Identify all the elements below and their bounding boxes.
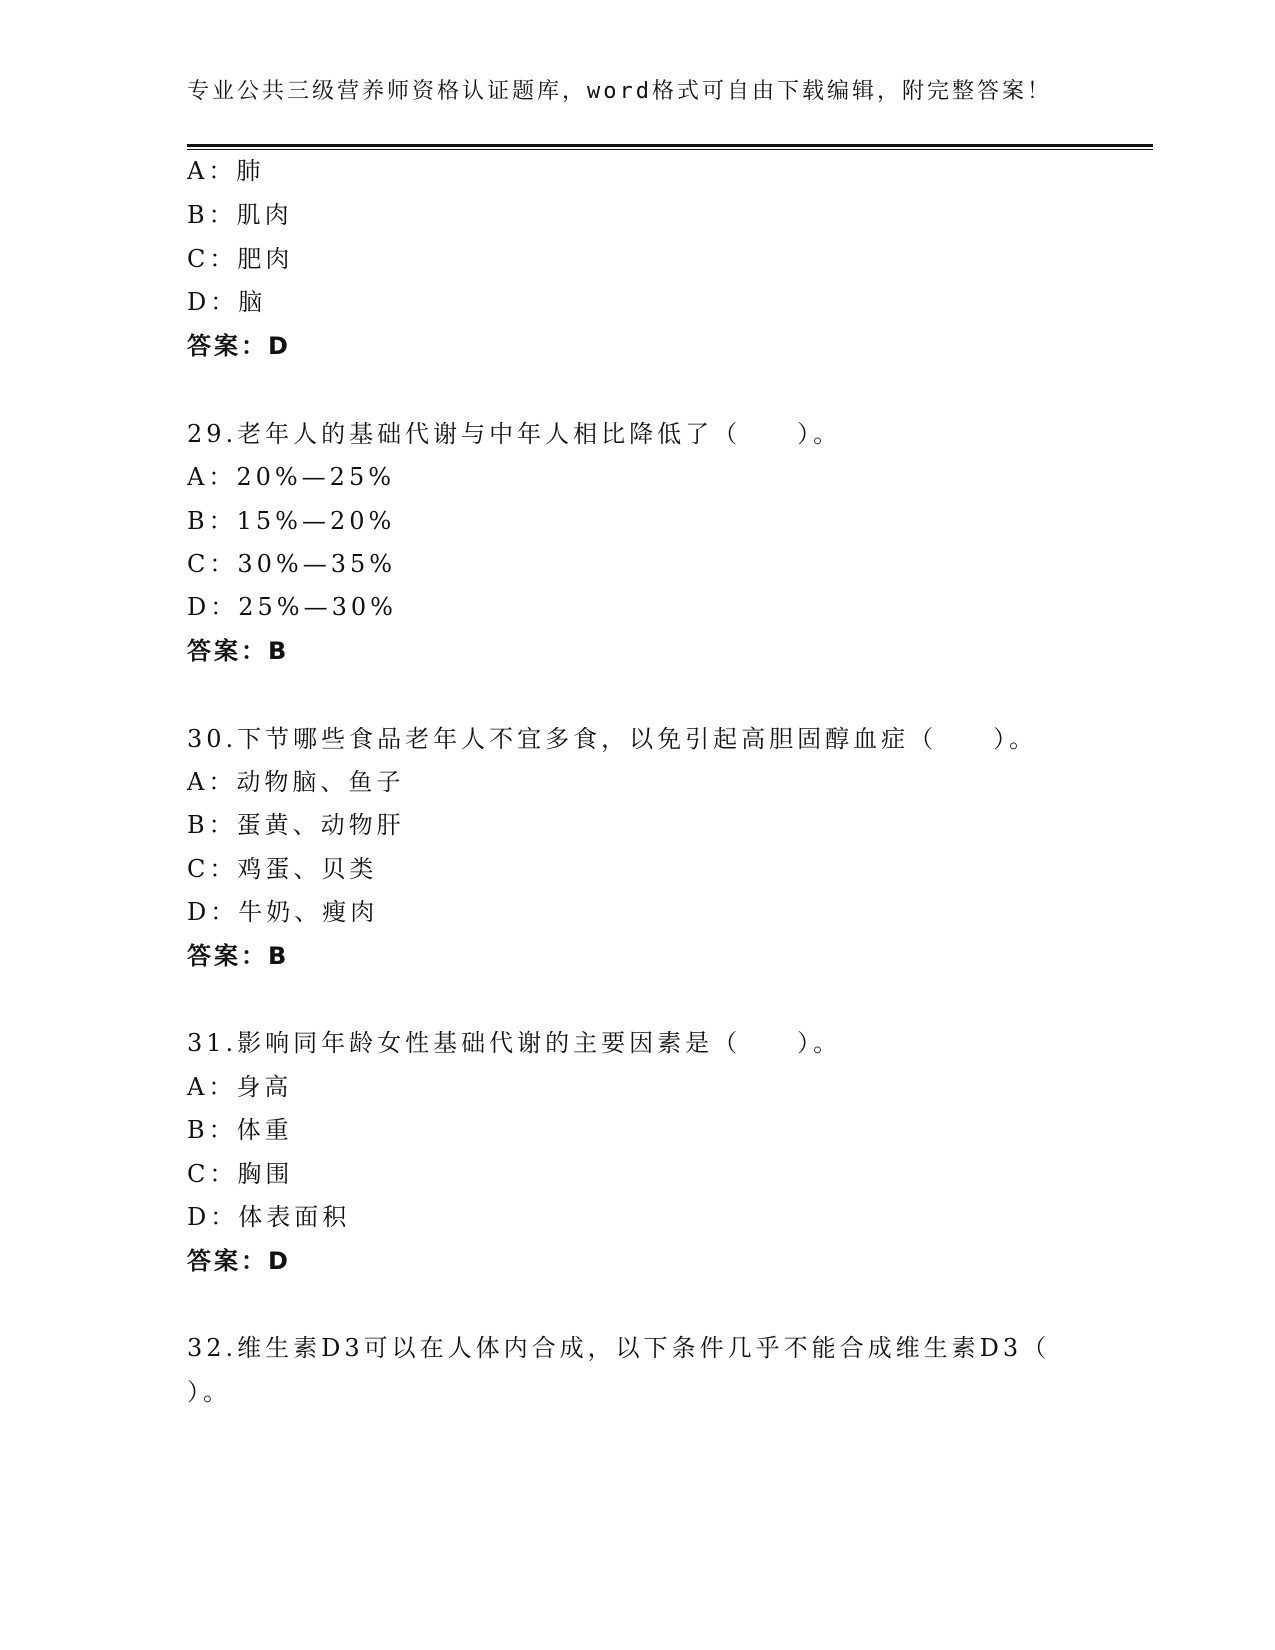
q31-question: 31.影响同年龄女性基础代谢的主要因素是（ ）。	[187, 1029, 842, 1057]
page-header-title: 专业公共三级营养师资格认证题库，word格式可自由下载编辑，附完整答案！	[187, 79, 1052, 104]
header-divider	[187, 144, 1153, 150]
q29-option-b: B：15%—20%	[187, 507, 396, 535]
q31-option-d: D：体表面积	[187, 1203, 351, 1231]
q31-option-c: C：胸围	[187, 1160, 294, 1188]
q30-option-a: A：动物脑、鱼子	[187, 768, 405, 796]
q28-option-b: B：肌肉	[187, 201, 293, 229]
q29-answer: 答案：B	[187, 637, 290, 665]
q29-question: 29.老年人的基础代谢与中年人相比降低了（ ）。	[187, 420, 842, 448]
q30-option-c: C：鸡蛋、贝类	[187, 855, 378, 883]
q30-question: 30.下节哪些食品老年人不宜多食，以免引起高胆固醇血症（ ）。	[187, 725, 1038, 753]
q29-option-d: D：25%—30%	[187, 593, 397, 621]
q28-option-d: D：脑	[187, 288, 267, 316]
q30-option-b: B：蛋黄、动物肝	[187, 811, 405, 839]
q32-question-line-1: 32.维生素D3可以在人体内合成，以下条件几乎不能合成维生素D3（	[187, 1334, 1051, 1362]
q29-option-a: A：20%—25%	[187, 463, 396, 491]
q31-answer: 答案：D	[187, 1247, 291, 1275]
q28-option-c: C：肥肉	[187, 245, 294, 273]
q30-answer: 答案：B	[187, 942, 290, 970]
q32-question-line-2: ）。	[187, 1378, 231, 1406]
q29-option-c: C：30%—35%	[187, 550, 397, 578]
q30-option-d: D：牛奶、瘦肉	[187, 898, 379, 926]
q28-option-a: A：肺	[187, 157, 265, 185]
q31-option-a: A：身高	[187, 1073, 293, 1101]
q28-answer: 答案：D	[187, 332, 291, 360]
q31-option-b: B：体重	[187, 1116, 293, 1144]
